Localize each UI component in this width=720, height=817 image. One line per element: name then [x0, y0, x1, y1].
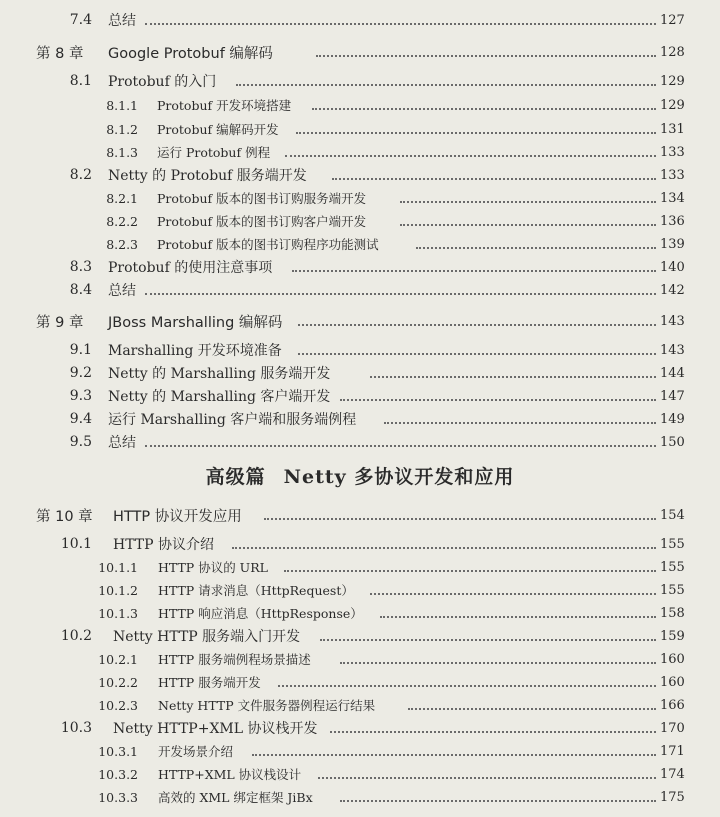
toc-page-number: 144	[660, 365, 685, 381]
chapter-number: 第 8 章	[36, 45, 84, 62]
leader-dots	[320, 639, 656, 641]
toc-page-number: 155	[660, 559, 685, 575]
leader-dots	[400, 201, 656, 203]
leader-dots	[252, 754, 656, 756]
toc-page-number: 134	[660, 190, 685, 206]
toc-number: 10.3	[60, 720, 92, 736]
toc-title: HTTP 协议的 URL	[158, 560, 268, 575]
toc-title: 开发场景介绍	[158, 744, 234, 759]
leader-dots	[278, 685, 656, 687]
toc-title: Protobuf 版本的图书订购客户端开发	[157, 214, 367, 229]
leader-dots	[284, 570, 656, 572]
toc-number: 9.1	[69, 342, 92, 358]
toc-row-chapter	[0, 41, 720, 63]
leader-dots	[236, 84, 656, 86]
toc-title: 总结	[108, 283, 136, 299]
chapter-title: Google Protobuf 编解码	[108, 45, 273, 62]
toc-number: 10.2.1	[98, 651, 138, 667]
leader-dots	[384, 422, 656, 424]
toc-title: Protobuf 的使用注意事项	[108, 260, 273, 276]
chapter-title: HTTP 协议开发应用	[113, 508, 242, 525]
toc-row-chapter	[0, 310, 720, 332]
leader-dots	[340, 399, 656, 401]
toc-page-number: 158	[660, 605, 685, 621]
toc-page-number: 174	[660, 766, 685, 782]
toc-title: Marshalling 开发环境准备	[108, 343, 282, 359]
toc-page-number: 131	[660, 121, 685, 137]
toc-title: HTTP 响应消息（HttpResponse）	[158, 606, 363, 621]
toc-row	[0, 187, 720, 209]
toc-row	[0, 602, 720, 624]
toc-number: 10.1	[60, 536, 92, 552]
toc-number: 9.5	[69, 434, 92, 450]
leader-dots	[145, 445, 656, 447]
toc-number: 8.1	[69, 73, 92, 89]
toc-number: 8.3	[69, 259, 92, 275]
toc-number: 10.2.3	[98, 697, 138, 713]
toc-page-number: 170	[660, 720, 685, 736]
chapter-number: 第 9 章	[36, 314, 84, 331]
toc-title: HTTP 服务端开发	[158, 675, 261, 690]
toc-row	[0, 648, 720, 670]
leader-dots	[408, 708, 656, 710]
toc-row	[0, 694, 720, 716]
toc-number: 8.2	[69, 167, 92, 183]
leader-dots	[330, 731, 656, 733]
toc-title: Netty 的 Marshalling 客户端开发	[108, 389, 331, 405]
toc-page-number: 155	[660, 582, 685, 598]
toc-number: 8.2.3	[106, 236, 138, 252]
part-heading	[0, 462, 720, 489]
toc-number: 10.1.2	[98, 582, 138, 598]
toc-page-number: 171	[660, 743, 685, 759]
toc-number: 8.1.1	[106, 97, 138, 113]
toc-title: 运行 Protobuf 例程	[157, 145, 271, 160]
toc-page-number: 142	[660, 282, 685, 298]
toc-title: 总结	[108, 13, 136, 29]
chapter-title: JBoss Marshalling 编解码	[108, 314, 283, 331]
toc-number: 10.1.3	[98, 605, 138, 621]
toc-page-number: 128	[660, 44, 685, 60]
toc-row	[0, 556, 720, 578]
toc-page-number: 155	[660, 536, 685, 552]
toc-row	[0, 408, 720, 430]
toc-row	[0, 70, 720, 92]
toc-row	[0, 786, 720, 808]
toc-title: Netty 的 Protobuf 服务端开发	[108, 168, 307, 184]
leader-dots	[370, 593, 656, 595]
leader-dots	[296, 132, 656, 134]
toc-number: 10.3.1	[98, 743, 138, 759]
toc-number: 9.3	[69, 388, 92, 404]
toc-number: 10.3.3	[98, 789, 138, 805]
toc-title: 总结	[108, 435, 136, 451]
leader-dots	[332, 178, 656, 180]
toc-number: 9.4	[69, 411, 92, 427]
toc-row-chapter	[0, 504, 720, 526]
toc-title: Protobuf 的入门	[108, 74, 217, 90]
toc-row	[0, 94, 720, 116]
leader-dots	[340, 662, 656, 664]
toc-title: Protobuf 开发环境搭建	[157, 98, 292, 113]
toc-page-number: 154	[660, 507, 685, 523]
toc-title: Netty 的 Marshalling 服务端开发	[108, 366, 331, 382]
toc-page-number: 129	[660, 73, 685, 89]
toc-row	[0, 385, 720, 407]
toc-title: HTTP 服务端例程场景描述	[158, 652, 311, 667]
chapter-number: 第 10 章	[36, 508, 93, 525]
toc-row	[0, 210, 720, 232]
leader-dots	[298, 353, 656, 355]
leader-dots	[318, 777, 656, 779]
toc-page-number: 133	[660, 167, 685, 183]
toc-page-number: 149	[660, 411, 685, 427]
leader-dots	[292, 270, 656, 272]
toc-number: 8.1.3	[106, 144, 138, 160]
leader-dots	[145, 293, 656, 295]
toc-row	[0, 279, 720, 301]
toc-page-number: 133	[660, 144, 685, 160]
toc-title: Protobuf 版本的图书订购程序功能测试	[157, 237, 379, 252]
toc-page-number: 139	[660, 236, 685, 252]
toc-title: Protobuf 版本的图书订购服务端开发	[157, 191, 367, 206]
toc-row	[0, 740, 720, 762]
toc-row	[0, 256, 720, 278]
toc-row	[0, 339, 720, 361]
toc-row	[0, 763, 720, 785]
part-title: Netty 多协议开发和应用	[283, 466, 515, 488]
leader-dots	[340, 800, 656, 802]
leader-dots	[298, 324, 656, 326]
toc-page-number: 160	[660, 674, 685, 690]
toc-title: Netty HTTP+XML 协议栈开发	[113, 721, 318, 737]
toc-row	[0, 579, 720, 601]
toc-page-number: 129	[660, 97, 685, 113]
toc-number: 7.4	[69, 12, 92, 28]
toc-page-number: 127	[660, 12, 685, 28]
toc-title: 高效的 XML 绑定框架 JiBx	[158, 790, 313, 805]
toc-title: HTTP 请求消息（HttpRequest）	[158, 583, 354, 598]
leader-dots	[416, 247, 656, 249]
leader-dots	[145, 23, 656, 25]
toc-number: 10.1.1	[98, 559, 138, 575]
toc-page-number: 159	[660, 628, 685, 644]
toc-title: HTTP+XML 协议栈设计	[158, 767, 302, 782]
toc-page-number: 143	[660, 342, 685, 358]
toc-title: Netty HTTP 服务端入门开发	[113, 629, 301, 645]
toc-number: 8.2.2	[106, 213, 138, 229]
leader-dots	[312, 108, 656, 110]
toc-title: 运行 Marshalling 客户端和服务端例程	[108, 412, 357, 428]
toc-row	[0, 362, 720, 384]
toc-number: 10.2	[60, 628, 92, 644]
toc-number: 8.2.1	[106, 190, 138, 206]
toc-row	[0, 9, 720, 31]
leader-dots	[316, 55, 656, 57]
toc-row	[0, 164, 720, 186]
toc-row	[0, 625, 720, 647]
toc-number: 9.2	[69, 365, 92, 381]
leader-dots	[370, 376, 656, 378]
toc-page-number: 166	[660, 697, 685, 713]
leader-dots	[380, 616, 656, 618]
toc-row	[0, 533, 720, 555]
toc-row	[0, 671, 720, 693]
toc-row	[0, 717, 720, 739]
toc-number: 8.1.2	[106, 121, 138, 137]
leader-dots	[232, 547, 656, 549]
part-prefix: 高级篇	[205, 466, 266, 488]
toc-page-number: 140	[660, 259, 685, 275]
toc-title: Netty HTTP 文件服务器例程运行结果	[158, 698, 376, 713]
leader-dots	[285, 155, 656, 157]
toc-number: 10.2.2	[98, 674, 138, 690]
toc-page-number: 160	[660, 651, 685, 667]
toc-title: HTTP 协议介绍	[113, 537, 215, 553]
toc-page-number: 147	[660, 388, 685, 404]
leader-dots	[400, 224, 656, 226]
leader-dots	[264, 518, 656, 520]
toc-page-number: 143	[660, 313, 685, 329]
toc-row	[0, 431, 720, 453]
toc-page-number: 150	[660, 434, 685, 450]
toc-number: 10.3.2	[98, 766, 138, 782]
toc-page-number: 136	[660, 213, 685, 229]
toc-title: Protobuf 编解码开发	[157, 122, 279, 137]
toc-row	[0, 233, 720, 255]
toc-page-number: 175	[660, 789, 685, 805]
toc-number: 8.4	[69, 282, 92, 298]
toc-row	[0, 118, 720, 140]
toc-row	[0, 141, 720, 163]
